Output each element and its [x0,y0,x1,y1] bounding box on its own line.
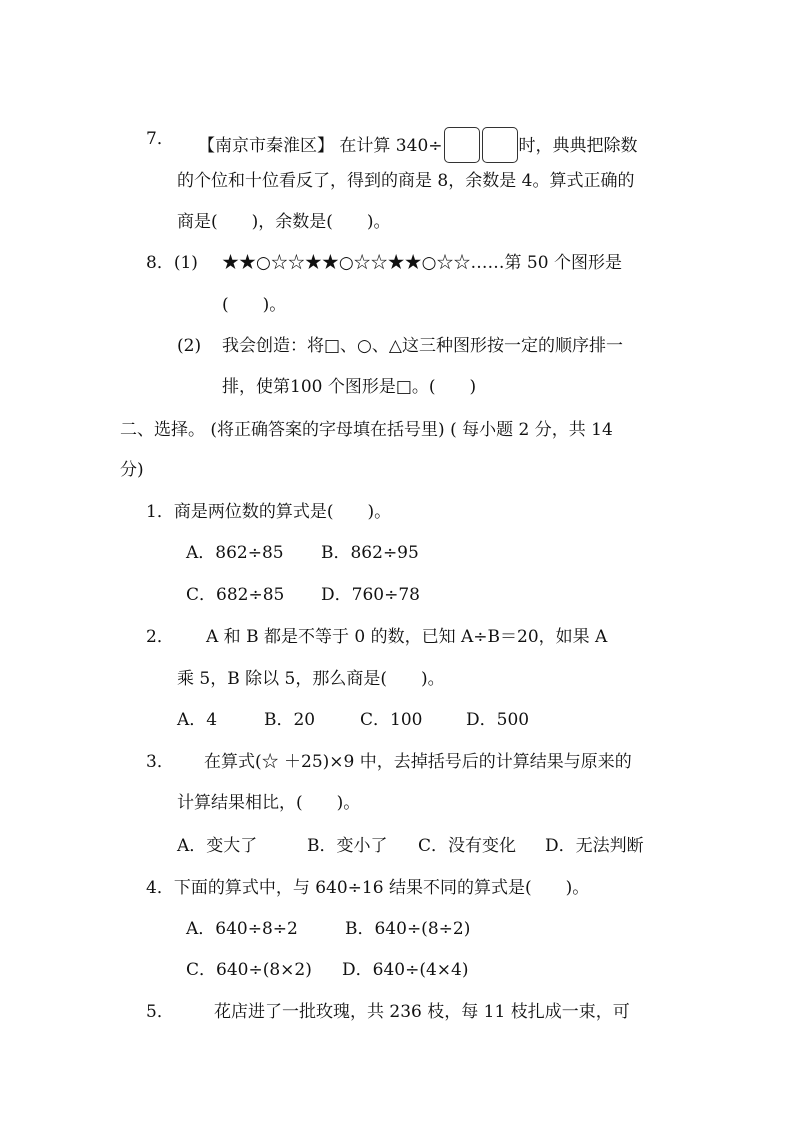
choice-2-option-a: A．4 [177,710,218,730]
choice-4-option-b: B．640÷(8÷2) [345,919,471,939]
q8-part1-line-1: ★★○☆☆★★○☆☆★★○☆☆……第 50 个图形是 [222,253,622,273]
choice-2-option-b: B．20 [264,710,316,730]
digit-blank-box [444,127,480,163]
choice-4-stem: 4．下面的算式中，与 640÷16 结果不同的算式是( )。 [146,878,590,898]
q8-part2-number: (2) [177,336,202,356]
choice-5-number: 5． [146,1002,174,1022]
choice-3-option-a: A．变大了 [177,836,258,856]
choice-1-option-d: D．760÷78 [321,585,420,605]
q7-number: 7． [146,129,174,149]
choice-2-option-c: C．100 [360,710,423,730]
choice-4-option-d: D．640÷(4×4) [342,960,469,980]
choice-2-number: 2． [146,627,174,647]
q7-line-1-end: 时，典典把除数 [518,136,638,156]
choice-2-line-2: 乘 5，B 除以 5，那么商是( )。 [177,669,445,689]
choice-3-line-1: 在算式(☆ ＋25)×9 中，去掉括号后的计算结果与原来的 [204,752,632,772]
q8-part2-line-1: 我会创造：将□、○、△这三种图形按一定的顺序排一 [222,336,623,356]
q7-line-3: 商是( )，余数是( )。 [177,212,391,232]
q8-number: 8．(1) [146,253,198,273]
choice-3-option-c: C．没有变化 [418,836,517,856]
choice-3-number: 3． [146,752,174,772]
choice-3-line-2: 计算结果相比，( )。 [177,793,361,813]
choice-3-option-d: D．无法判断 [545,836,644,856]
choice-5-line-1: 花店进了一批玫瑰，共 236 枝，每 11 枝扎成一束，可 [214,1002,630,1022]
digit-blank-box [482,127,518,163]
choice-2-option-d: D．500 [466,710,530,730]
choice-4-option-c: C．640÷(8×2) [186,960,312,980]
q7-line-1-start: 【南京市秦淮区】 在计算 340÷ [198,136,443,156]
q7-line-1 [198,127,638,163]
choice-1-option-c: C．682÷85 [186,585,285,605]
choice-3-option-b: B．变小了 [307,836,388,856]
q7-line-2: 的个位和十位看反了，得到的商是 8，余数是 4。算式正确的 [177,171,635,191]
choice-1-option-a: A．862÷85 [186,543,284,563]
choice-1-option-b: B．862÷95 [321,543,419,563]
choice-1-stem: 1．商是两位数的算式是( )。 [146,502,392,522]
section-2-heading: 二、选择。 (将正确答案的字母填在括号里) ( 每小题 2 分，共 14 [120,420,613,440]
q8-part1-line-2: ( )。 [222,295,287,315]
choice-2-line-1: A 和 B 都是不等于 0 的数，已知 A÷B＝20，如果 A [206,627,608,647]
q8-part2-line-2: 排，使第100 个图形是□。( ) [222,377,477,397]
section-2-heading-cont: 分) [120,460,144,480]
choice-4-option-a: A．640÷8÷2 [186,919,298,939]
